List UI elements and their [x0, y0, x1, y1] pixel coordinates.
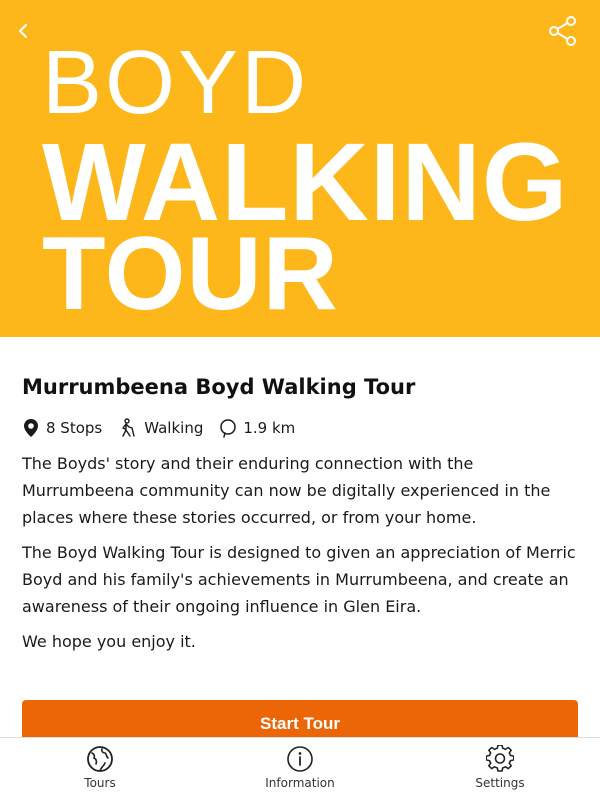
walking-icon [118, 418, 138, 438]
description-paragraph-1: The Boyds' story and their enduring connection with the Murrumbeena community can now be digitally experienced in the places where these stories occurred, or from your home. [22, 454, 551, 527]
chevron-left-icon [16, 22, 30, 40]
map-pin-icon [22, 418, 40, 438]
hero-title-line-1: BOYD [42, 33, 310, 133]
back-button[interactable] [8, 16, 38, 46]
share-button[interactable] [544, 12, 582, 50]
bottom-navigation [0, 737, 600, 800]
nav-tab-tours[interactable] [0, 738, 200, 800]
stops-label: 8 Stops [46, 419, 103, 437]
stops-info [22, 418, 102, 438]
start-tour-button[interactable]: Start Tour [22, 700, 578, 750]
share-icon [547, 15, 579, 47]
nav-label-information: Information [265, 776, 335, 790]
nav-tab-information[interactable] [200, 738, 400, 800]
hero-title-line-2: WALKING [42, 121, 569, 244]
distance-label: 1.9 km [243, 419, 296, 437]
globe-icon [86, 745, 114, 773]
tour-title: Murrumbeena Boyd Walking Tour [22, 375, 416, 399]
hero-banner [0, 0, 600, 337]
tour-meta [22, 416, 582, 440]
gear-icon [486, 745, 514, 773]
nav-tab-settings[interactable] [400, 738, 600, 800]
nav-label-tours: Tours [84, 776, 116, 790]
description-paragraph-2: The Boyd Walking Tour is designed to given an appreciation of Merric Boyd and his family's achievements in Murrumbeena, and create an awareness of their ongoing influence in Glen Eira. [22, 543, 576, 616]
distance-info [219, 418, 295, 438]
mode-info [118, 418, 203, 438]
mode-label: Walking [144, 419, 204, 437]
route-loop-icon [219, 418, 237, 438]
nav-label-settings: Settings [475, 776, 525, 790]
info-icon [286, 745, 314, 773]
hero-title-line-3: TOUR [42, 216, 339, 332]
description-paragraph-3: We hope you enjoy it. [22, 632, 196, 651]
tour-content [22, 372, 582, 655]
